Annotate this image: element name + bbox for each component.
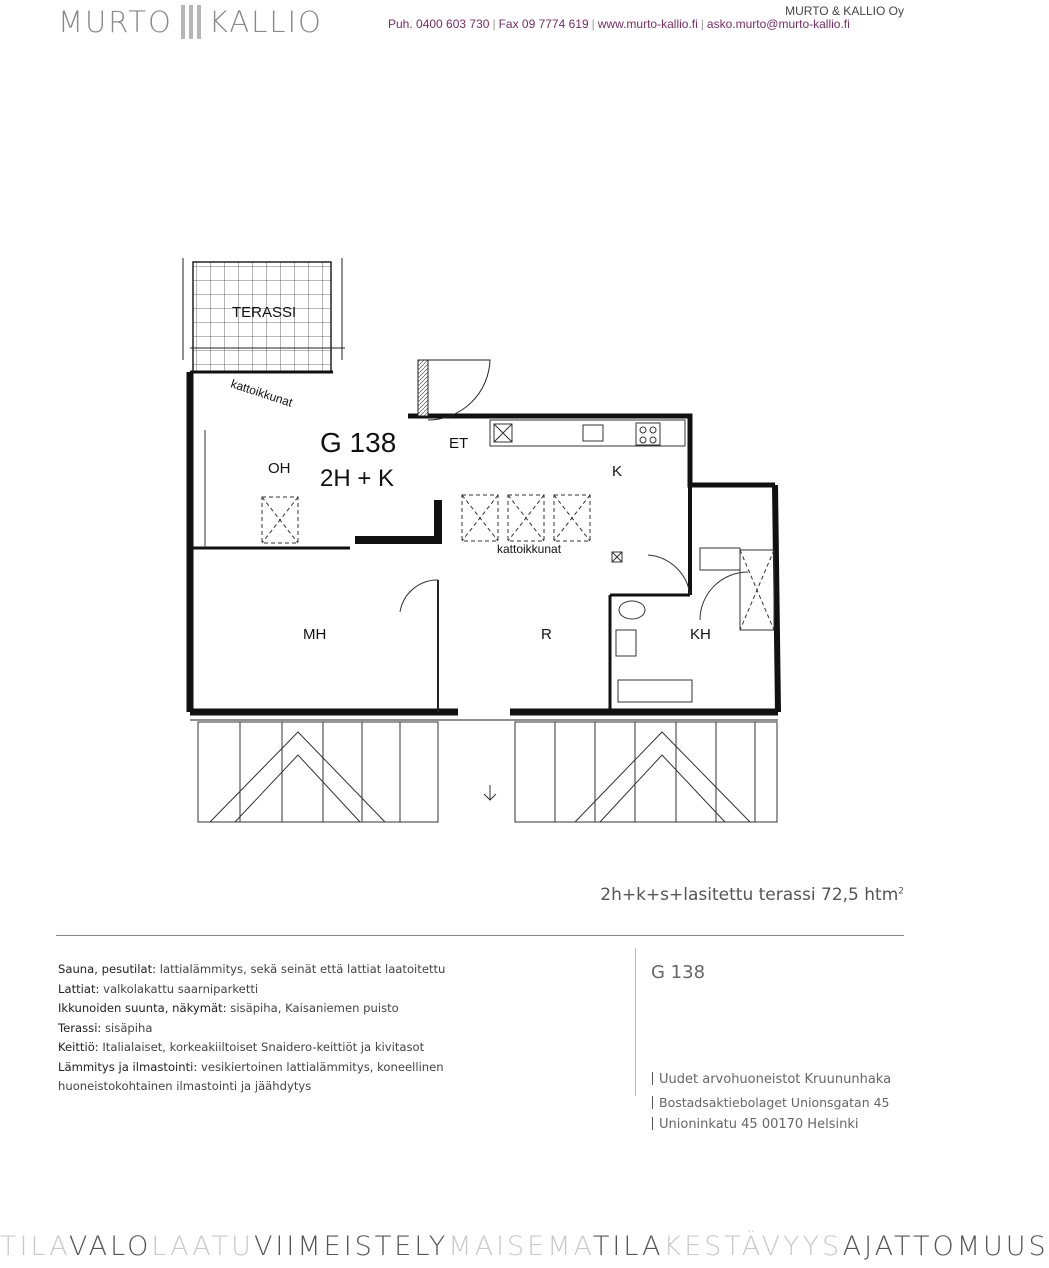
spec-row [58, 1019, 518, 1039]
side-unit-number: G 138 [651, 962, 706, 983]
spec-key: Sauna, pesutilat: [58, 962, 157, 976]
plan-unit-number: G 138 [320, 427, 397, 458]
label-bedroom: OH [268, 460, 291, 477]
email-link[interactable]: asko.murto@murto-kallio.fi [706, 17, 850, 31]
slogan-word: VIIMEISTELY [253, 1231, 449, 1262]
fax: Fax 09 7774 619 [498, 17, 589, 31]
contact-line: Puh. 0400 603 730 | Fax 09 7774 619 | www.murto-kallio.fi | asko.murto@murto-kallio.fi [388, 17, 850, 31]
spec-value: lattialämmitys, sekä seinät että lattiat laatoitettu [159, 962, 446, 976]
spec-key: Lattiat: [58, 981, 100, 996]
label-hall: ET [449, 435, 469, 452]
spec-value: Italialaiset, korkeakiiltoiset Snaidero-keittiöt ja kivitasot [102, 1040, 425, 1054]
spec-value: sisäpiha, Kaisaniemen puisto [230, 1001, 399, 1015]
footer-slogan [0, 1231, 1049, 1262]
summary-text: 2h+k+s+lasitettu terassi 72,5 htm [600, 885, 899, 905]
divider [56, 935, 904, 936]
label-bathroom: KH [690, 626, 711, 643]
side-line-3: Unioninkatu 45 00170 Helsinki [652, 1117, 858, 1132]
spec-row [58, 1077, 518, 1097]
label-skylights-1: kattoikkunat [229, 376, 295, 410]
slogan-word: AJATTOMUUS [842, 1231, 1049, 1262]
label-master-bedroom: MH [303, 626, 327, 643]
slogan-word: TILA [0, 1231, 69, 1262]
spec-key: Keittiö: [58, 1040, 99, 1054]
plan-unit-type: 2H + K [320, 465, 395, 492]
spec-row [58, 1058, 518, 1078]
website-link[interactable]: www.murto-kallio.fi [597, 17, 698, 31]
label-skylights-2: kattoikkunat [497, 542, 562, 556]
label-living: R [541, 626, 552, 643]
spec-value: vesikiertoinen lattialämmitys, koneellinen [200, 1059, 444, 1074]
spec-row [58, 1038, 518, 1058]
apartment-summary [600, 885, 904, 905]
spec-value: valkolakattu saarniparketti [103, 981, 259, 996]
slogan-word: LAATU [151, 1231, 254, 1262]
side-line-2: Bostadsaktiebolaget Unionsgatan 45 [652, 1095, 890, 1110]
summary-sup: 2 [898, 886, 904, 897]
spec-key: Terassi: [58, 1020, 102, 1035]
slogan-word: VALO [68, 1231, 152, 1262]
logo-word-left: MURTO [58, 5, 173, 39]
spec-value: sisäpiha [105, 1020, 153, 1035]
side-line-1: Uudet arvohuoneistot Kruununhaka [652, 1072, 891, 1087]
side-divider [635, 948, 636, 1096]
label-kitchen: K [612, 463, 623, 480]
spec-key: Ikkunoiden suunta, näkymät: [58, 1001, 227, 1015]
spec-row [58, 980, 518, 1000]
slogan-word: TILA [592, 1231, 664, 1262]
spec-row [58, 999, 518, 1019]
company-name: MURTO & KALLIO Oy [785, 4, 904, 18]
logo-word-right: KALLIO [208, 5, 323, 39]
specs-list [58, 960, 518, 1097]
slogan-word: KESTÄVYYS [663, 1231, 843, 1262]
phone: Puh. 0400 603 730 [388, 17, 490, 31]
label-terrace: TERASSI [232, 304, 297, 321]
spec-key: Lämmitys ja ilmastointi: [58, 1059, 198, 1074]
spec-value: huoneistokohtainen ilmastointi ja jäähdytys [58, 1079, 312, 1093]
spec-row [58, 960, 518, 980]
slogan-word: MAISEMA [448, 1231, 593, 1262]
skylights [262, 495, 590, 543]
